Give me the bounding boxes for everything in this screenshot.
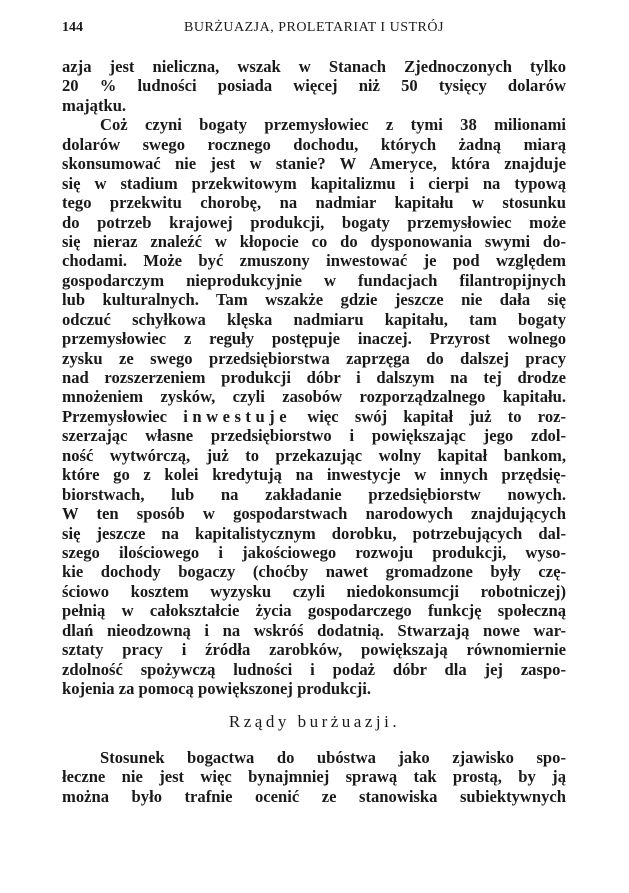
text-line: azja jest nieliczna, wszak w Stanach Zjednoczonych tylko — [62, 57, 566, 76]
text-line: 20 % ludności posiada więcej niż 50 tysięcy dolarów — [62, 76, 566, 96]
text-line: lub kulturalnych. Tam wszakże gdzie jeszcze nie dała się — [62, 290, 566, 310]
text-line: ność wytwórczą, już to przekazując wolny kapitał bankom, — [62, 445, 566, 465]
text-line: szerzając własne przedsiębiorstwo i powiększając jego zdol- — [62, 426, 566, 446]
section-text — [62, 748, 566, 806]
body-text — [62, 57, 566, 698]
text-line: skonsumować nie jest w stanie? W Ameryce, która znajduje — [62, 154, 566, 174]
text-line: gospodarczym nieprodukcyjnie w fundacjach filantropijnych — [62, 270, 566, 290]
text-line: odczuć schyłkowa klęska nadmiaru kapitału, tam bogaty — [62, 309, 566, 329]
text-line: sztaty pracy i źródła zarobków, powiększają równomiernie — [62, 640, 566, 660]
text-line: kie dochody bogaczy (choćby nawet gromadzone były czę- — [62, 562, 566, 582]
text-line: które go z kolei kredytują na inwestycje w innych przędsię- — [62, 465, 566, 485]
text-line: dolarów swego rocznego dochodu, których żadną miarą — [62, 134, 566, 154]
text-line: się nieraz znaleźć w kłopocie co do dysponowania swymi do- — [62, 231, 566, 251]
text-line: do potrzeb krajowej produkcji, bogaty przemysłowiec może — [62, 212, 566, 232]
text-segment: więc swój kapitał już to roz- — [307, 406, 567, 426]
text-segment: Przemysłowiec — [62, 406, 168, 426]
text-line: mnożeniem zysków, czyli zasobów rozporządzalnego kapitału. — [62, 387, 566, 407]
text-line — [62, 407, 566, 426]
text-line: biorstwach, lub na zakładanie przedsiębiorstw nowych. — [62, 484, 566, 504]
text-line: szego ilościowego i jakościowego rozwoju produkcji, wyso- — [62, 542, 566, 562]
text-line: Coż czyni bogaty przemysłowiec z tymi 38 milionami — [100, 115, 566, 135]
section-heading: Rządy burżuazji. — [228, 712, 401, 731]
text-line: W ten sposób w gospodarstwach narodowych znajdujących — [62, 504, 566, 524]
page-number: 144 — [62, 20, 83, 35]
emphasized-word: inwestuje — [183, 406, 292, 426]
text-line: kojenia za pomocą powiększonej produkcji. — [62, 679, 371, 698]
text-line: ściowo kosztem wyzysku czyli niedokonsumcji robotniczej) — [62, 581, 566, 601]
text-line: tego przekwitu chorobę, na nadmiar kapitału w stosunku — [62, 193, 566, 213]
text-line: dlań nieodzowną i na wskróś dodatnią. Stwarzają nowe war- — [62, 620, 566, 640]
text-line: zysku ze swego przedsiębiorstwa zaprzęga do dalszej pracy — [62, 348, 566, 368]
text-line: zdolność spożywczą ludności i podaż dóbr dla jej zaspo- — [62, 659, 566, 679]
text-line: się jeszcze na kapitalistycznym dorobku, potrzebujących dal- — [62, 523, 566, 543]
running-header — [62, 20, 566, 40]
text-line: można było trafnie ocenić ze stanowiska subiektywnych — [62, 786, 566, 806]
text-line: nad rozszerzeniem produkcji dóbr i dalszym na tej drodze — [62, 368, 566, 387]
text-line: Stosunek bogactwa do ubóstwa jako zjawisko spo- — [100, 748, 566, 767]
text-line: chodami. Może być zmuszony inwestować je pod względem — [62, 251, 566, 271]
text-line: się w stadium przekwitowym kapitalizmu i cierpi na typową — [62, 173, 566, 193]
running-title: BURŻUAZJA, PROLETARIAT I USTRÓJ — [184, 20, 444, 35]
text-line: majątku. — [62, 95, 127, 115]
text-line: pełnią w całokształcie życia gospodarczego funkcję społeczną — [62, 601, 566, 621]
text-line: przemysłowiec z reguły postępuje inaczej. Przyrost wolnego — [62, 329, 566, 349]
text-line: łeczne nie jest więc bynajmniej sprawą tak prostą, by ją — [62, 767, 566, 787]
